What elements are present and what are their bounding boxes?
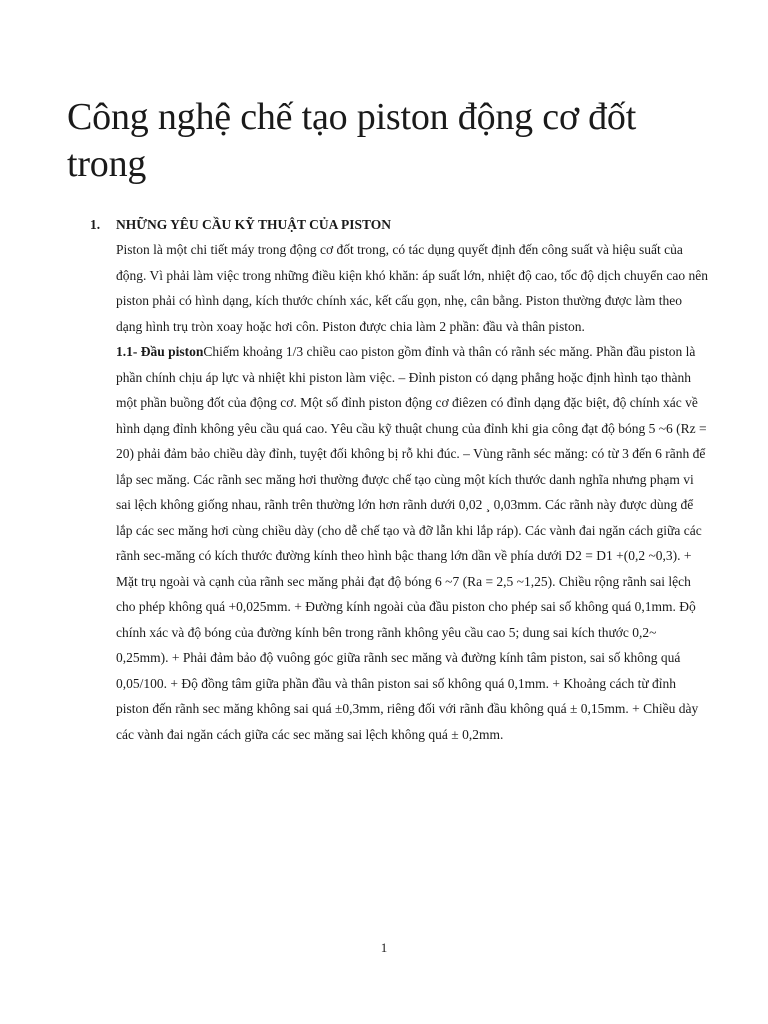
- section-heading-text: NHỮNG YÊU CẦU KỸ THUẬT CỦA PISTON: [116, 217, 392, 232]
- subsection-text: Chiếm khoảng 1/3 chiều cao piston gồm đỉnh và thân có rãnh séc măng. Phần đầu piston là phần chính chịu áp lực và nhiệt khi piston làm việc. – Đỉnh piston có dạng phẳng hoặc định hình tạo thành một phần buồng đốt của động cơ. Một số đỉnh piston động cơ điêzen có đỉnh dạng đặc biệt, độ chính xác về hình dạng đỉnh không yêu cầu quá cao. Yêu cầu kỹ thuật chung của đỉnh khi gia công đạt độ bóng 5 ~6 (Rz = 20) phải đảm bảo chiều dày đỉnh, tuyệt đối không bị rỗ khi đúc. – Vùng rãnh séc măng: có từ 3 đến 6 rãnh để lắp sec măng. Các rãnh sec măng hơi thường được chế tạo cùng một kích thước danh nghĩa nhưng phạm vi sai lệch không giống nhau, rãnh trên thường lớn hơn rãnh dưới 0,02 ¸ 0,03mm. Các rãnh này được dùng để lắp các sec măng hơi cùng chiều dày (cho dễ chế tạo và đỡ lẫn khi lắp ráp). Các vành đai ngăn cách giữa các rãnh sec-măng có kích thước đường kính theo hình bậc thang lớn dần về phía dưới D2 = D1 +(0,2 ~0,3). + Mặt trụ ngoài và cạnh của rãnh sec măng phải đạt độ bóng 6 ~7 (Ra = 2,5 ~1,25). Chiều rộng rãnh sai lệch cho phép không quá +0,025mm. + Đường kính ngoài của đầu piston cho phép sai số không quá 0,1mm. Độ chính xác và độ bóng của đường kính bên trong rãnh không yêu cầu cao 5; dung sai kích thước 0,2~ 0,25mm). + Phải đảm bảo độ vuông góc giữa rãnh sec măng và đường kính tâm piston, sai số không quá 0,05/100. + Độ đồng tâm giữa phần đầu và thân piston sai số không quá 0,1mm. + Khoảng cách từ đỉnh piston đến rãnh sec măng không sai quá ±0,3mm, riêng đối với rãnh đầu không quá ± 0,15mm. + Chiều dày các vành đai ngăn cách giữa các sec măng sai lệch không quá ± 0,2mm.: [116, 344, 707, 742]
- page-number: 1: [380, 940, 388, 955]
- subsection-label: 1.1- Đầu piston: [116, 344, 204, 359]
- intro-paragraph: Piston là một chi tiết máy trong động cơ đốt trong, có tác dụng quyết định đến công suất và hiệu suất của động. Vì phải làm việc trong những điều kiện khó khăn: áp suất lớn, nhiệt độ cao, tốc độ dịch chuyển cao nên piston phải có hình dạng, kích thước chính xác, kết cấu gọn, nhẹ, cân bằng. Piston thường được làm theo dạng hình trụ tròn xoay hoặc hơi côn. Piston được chia làm 2 phần: đầu và thân piston.: [116, 242, 708, 334]
- section-requirements: [90, 214, 708, 747]
- section-heading: [90, 214, 708, 236]
- document-title: Công nghệ chế tạo piston động cơ đốt trong: [67, 96, 637, 185]
- subsection-paragraph: [90, 339, 708, 747]
- section-number: 1.: [90, 217, 101, 232]
